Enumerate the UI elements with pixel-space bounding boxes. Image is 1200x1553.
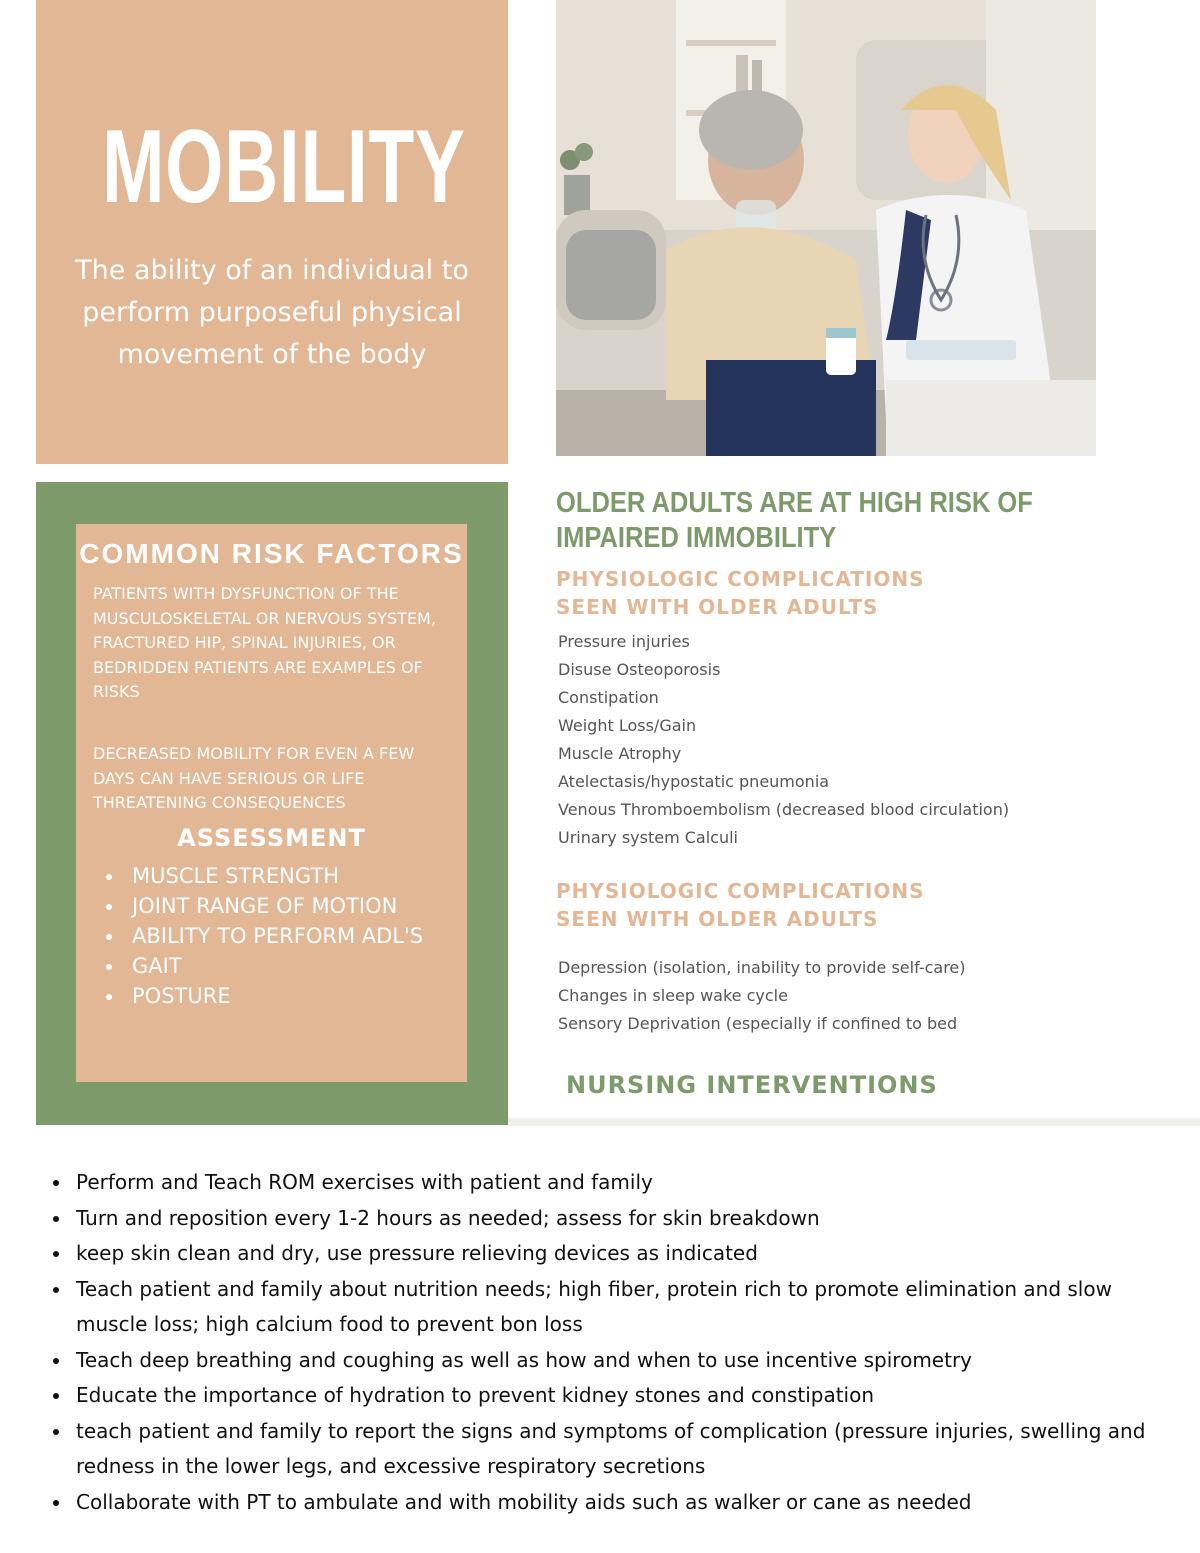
list-item: Perform and Teach ROM exercises with patient and family bbox=[76, 1165, 1166, 1201]
list-item: teach patient and family to report the signs and symptoms of complication (pressure injuries, swelling and redness in the lower legs, and excessive respiratory secretions bbox=[76, 1414, 1166, 1485]
list-item: Muscle Atrophy bbox=[558, 744, 682, 763]
list-item: Venous Thromboembolism (decreased blood circulation) bbox=[558, 800, 1010, 819]
list-item: Weight Loss/Gain bbox=[558, 716, 697, 735]
list-item: POSTURE bbox=[132, 981, 432, 1011]
list-item: Turn and reposition every 1-2 hours as needed; assess for skin breakdown bbox=[76, 1201, 1166, 1237]
list-item: Changes in sleep wake cycle bbox=[558, 986, 788, 1005]
list-item: MUSCLE STRENGTH bbox=[132, 861, 432, 891]
definition-text: The ability of an individual to perform purposeful physical movement of the body bbox=[75, 255, 469, 370]
risk-factors-paragraph: DECREASED MOBILITY FOR EVEN A FEW DAYS CAN HAVE SERIOUS OR LIFE THREATENING CONSEQUENCES bbox=[93, 744, 415, 812]
list-item: Sensory Deprivation (especially if confined to bed bbox=[558, 1014, 958, 1033]
list-item: JOINT RANGE OF MOTION bbox=[132, 891, 432, 921]
risk-factors-box bbox=[76, 524, 467, 1082]
older-adults-heading: OLDER ADULTS ARE AT HIGH RISK OF IMPAIRED IMMOBILITY bbox=[556, 487, 1033, 554]
nursing-interventions-heading: NURSING INTERVENTIONS bbox=[566, 1071, 938, 1099]
list-item: ABILITY TO PERFORM ADL'S bbox=[132, 921, 432, 951]
risk-factors-paragraph: PATIENTS WITH DYSFUNCTION OF THE MUSCULOSKELETAL OR NERVOUS SYSTEM, FRACTURED HIP, SPINAL INJURIES, OR BEDRIDDEN PATIENTS ARE EXAMPLES OF RISKS bbox=[93, 584, 436, 701]
title-panel bbox=[36, 0, 508, 464]
assessment-list bbox=[132, 861, 432, 1011]
physiologic-complications-list bbox=[558, 628, 1118, 852]
list-item: Urinary system Calculi bbox=[558, 828, 738, 847]
list-item: Constipation bbox=[558, 688, 659, 707]
list-item: Teach deep breathing and coughing as well as how and when to use incentive spirometry bbox=[76, 1343, 1166, 1379]
psychologic-complications-list bbox=[558, 954, 1118, 1038]
list-item: GAIT bbox=[132, 951, 432, 981]
psychologic-complications-heading: PHYSIOLOGIC COMPLICATIONS SEEN WITH OLDER ADULTS bbox=[556, 879, 925, 931]
list-item: Pressure injuries bbox=[558, 632, 690, 651]
interventions-list bbox=[76, 1165, 1166, 1520]
list-item: Collaborate with PT to ambulate and with mobility aids such as walker or cane as needed bbox=[76, 1485, 1166, 1521]
divider bbox=[508, 1118, 1200, 1126]
caregiver-with-elderly-woman-photo-icon bbox=[556, 0, 1096, 456]
list-item: Atelectasis/hypostatic pneumonia bbox=[558, 772, 830, 791]
assessment-title: ASSESSMENT bbox=[177, 824, 366, 852]
list-item: Teach patient and family about nutrition needs; high fiber, protein rich to promote elimination and slow muscle loss; high calcium food to prevent bon loss bbox=[76, 1272, 1166, 1343]
list-item: keep skin clean and dry, use pressure relieving devices as indicated bbox=[76, 1236, 1166, 1272]
page-title: MOBILITY bbox=[102, 109, 466, 225]
list-item: Educate the importance of hydration to prevent kidney stones and constipation bbox=[76, 1378, 1166, 1414]
list-item: Disuse Osteoporosis bbox=[558, 660, 721, 679]
list-item: Depression (isolation, inability to provide self-care) bbox=[558, 958, 966, 977]
caregiver-photo bbox=[556, 0, 1096, 456]
risk-factors-title: COMMON RISK FACTORS bbox=[79, 538, 464, 569]
physiologic-complications-heading: PHYSIOLOGIC COMPLICATIONS SEEN WITH OLDER ADULTS bbox=[556, 567, 925, 619]
